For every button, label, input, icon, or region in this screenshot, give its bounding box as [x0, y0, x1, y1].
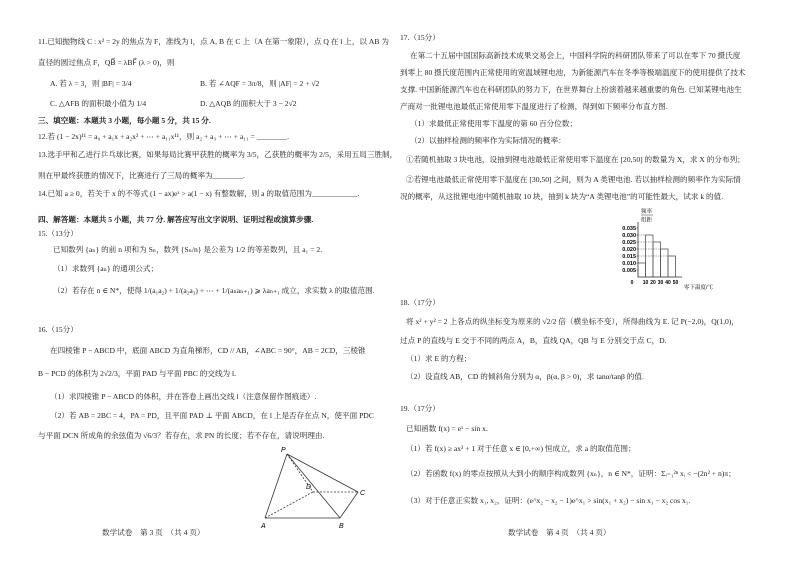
x-tick-label: 20 — [650, 280, 656, 286]
q18-part2: （2）设直线 AB，CD 的倾斜角分别为 α，β(α, β > 0)，求 tanα/tanβ 的值. — [406, 372, 644, 381]
q16-line1: 在四棱锥 P − ABCD 中，底面 ABCD 为直角梯形，CD // AB，∠ABC = 90°，AB = 2CD，三棱锥 — [50, 346, 366, 355]
q17-line2: 到零上 80 摄氏度范围内正常使用的宽温域锂电池，为新能源汽车在冬季等极端温度下的使用提供了技术 — [400, 68, 746, 77]
label-p: P — [281, 447, 286, 454]
label-b: B — [339, 523, 344, 530]
q11-option-b: B. 若 ∠AQF = 3π/8，则 |AF| = 2 + √2 — [200, 79, 320, 88]
q13-line2: 则在甲最终获胜的情况下，比赛进行了三局的概率为________. — [38, 171, 245, 180]
page-footer-3: 数学试卷 第 3 页 （共 4 页） — [102, 528, 205, 537]
q12: 12.若 (1 − 2x)¹¹ = a₀ + a₁x + a₂x² + ⋯ + a₁₁x¹¹，则 a₂ + a₃ + ⋯ + a₁₁ = ________. — [38, 132, 289, 141]
x-tick-label: 10 — [642, 280, 649, 286]
label-c: C — [360, 490, 366, 497]
y-label-top: 频率 — [641, 209, 653, 215]
q11-line1: 11.已知抛物线 C : x² = 2y 的焦点为 F，准线为 l，点 A, B 在 C 上（A 在第一象限），点 Q 在 l 上，以 AB 为 — [38, 37, 389, 46]
q11-option-d: D. △AQB 的面积大于 3 − 2√2 — [200, 99, 297, 108]
y-tick-label: 0.030 — [622, 233, 636, 239]
histogram-bar — [638, 263, 646, 277]
q15-body: 已知数列 {aₙ} 的前 n 项和为 Sₙ，数列 {Sₙ/n} 是公差为 1/2 的等差数列，且 a₁ = 2. — [53, 245, 323, 254]
q17-part2: （2）以抽样检测的频率作为实际情况的概率： — [410, 136, 566, 145]
q18-line1: 将 x² + y² = 2 上各点的纵坐标变为原来的 √2/2 倍（横坐标不变），所得曲线为 E. 记 P(−2,0)，Q(1,0)， — [406, 317, 739, 326]
q18-part1: （1）求 E 的方程； — [406, 354, 472, 363]
q17-line4: 产商对一批锂电池最低正常使用零下温度进行了检测，得到如下频率分布直方图. — [400, 102, 668, 111]
q17-line3: 支撑. 中国新能源汽车也在科研团队的努力下，在世界舞台上扮演着越来越重要的角色. 已知某锂电池生 — [400, 85, 742, 94]
q19-body: 已知函数 f(x) = eˣ − sin x. — [406, 424, 488, 433]
histogram-bar — [661, 249, 669, 277]
q17-line1: 在第二十五届中国国际高新技术成果交易会上，中国科学院的科研团队带来了可以在零下 70 摄氏度 — [410, 51, 741, 60]
q16-header: 16.（15分） — [38, 325, 78, 334]
x-tick-label: 0 — [630, 280, 634, 286]
q15-header: 15.（13分） — [38, 229, 78, 238]
y-tick-label: 0.025 — [622, 240, 636, 246]
q19-header: 19.（17分） — [400, 404, 440, 413]
x-tick-label: 50 — [672, 280, 679, 286]
q19-part1: （1）若 f(x) ≥ ax² + 1 对于任意 x ∈ [0,+∞) 恒成立，求 a 的取值范围； — [406, 444, 636, 453]
q16-line3: 与平面 DCN 所成角的余弦值为 √6/3？若存在，求 PN 的长度；若不存在，请说明理由. — [38, 431, 325, 440]
q19-part2: （2）若函数 f(x) 的零点按照从大到小的顺序构成数列 {xₙ}，n ∈ N*，证明：Σᵢ₌₁²ⁿ xᵢ < −(2n² + n)π； — [406, 469, 736, 478]
x-axis-label: 零下温度/℃ — [684, 285, 714, 291]
x-tick-label: 40 — [665, 280, 671, 286]
q14: 14.已知 a ≥ 0，若关于 x 的不等式 (1 − ax)eˣ > a(1 − x) 有整数解，则 a 的取值范围为____________. — [38, 189, 360, 198]
page-footer-4: 数学试卷 第 4 页 （共 4 页） — [508, 528, 611, 537]
q18-line2: 过点 P 的直线与 E 交于不同的两点 A，B，直线 QA，QB 与 E 分别交于点 C，D. — [400, 336, 667, 345]
y-tick-label: 0.005 — [622, 268, 636, 274]
frequency-histogram — [606, 207, 741, 293]
q13-line1: 13.选手甲和乙进行乒乓球比赛，如果每局比赛甲获胜的概率为 3/5，乙获胜的概率为 2/5，采用五局三胜制， — [38, 150, 398, 159]
label-d: D — [306, 484, 312, 491]
q19-part3: （3）对于任意正实数 x₁, x₂，证明：(e^x₂ − x₂ − 1)e^x₁ > sin(x₁ + x₂) − sin x₁ − x₂ cos x₁. — [406, 496, 691, 505]
q17-sub2-line1: ②若锂电池最低正常使用零下温度在 [30,50] 之间，则为 A 类锂电池. 若以抽样检测的频率作为实际情 — [406, 175, 741, 184]
q17-sub2-line2: 况的概率，从这批锂电池中随机抽取 10 块，抽到 k 块为“A 类锂电池”的可能性最大，试求 k 的值. — [400, 192, 724, 201]
q16-line2: B − PCD 的体积为 2√2/3，平面 PAD 与平面 PBC 的交线为 l. — [38, 369, 237, 378]
q16-part2: （2）若 AB = 2BC = 4，PA = PD，且平面 PAD ⊥ 平面 ABCD，在 l 上是否存在点 N，使平面 PDC — [50, 411, 374, 420]
section3-heading: 三、填空题：本题共 3 小题，每小题 5 分，共 15 分. — [38, 116, 211, 125]
x-tick-label: 30 — [657, 280, 664, 286]
q15-part1: （1）求数列 {aₙ} 的通项公式； — [53, 264, 159, 273]
q17-sub1: ①若随机抽取 3 块电池，设抽到锂电池最低正常使用零下温度在 [20,50] 的数量为 X，求 X 的分布列； — [406, 155, 745, 164]
y-tick-label: 0.015 — [622, 254, 636, 260]
section4-heading: 四、解答题：本题共 5 小题，共 77 分. 解答应写出文字说明、证明过程或演算步骤. — [38, 215, 314, 224]
y-label-bottom: 组距 — [641, 217, 653, 224]
y-tick-label: 0.035 — [622, 226, 636, 232]
y-tick-label: 0.020 — [622, 247, 636, 253]
q15-part2: （2）若存在 n ∈ N*，使得 1/(a₁a₂) + 1/(a₂a₃) + ⋯ + 1/(aₙaₙ₊₁) ⩾ λaₙ₊₁ 成立，求实数 λ 的取值范围. — [53, 286, 375, 295]
y-tick-label: 0.010 — [622, 261, 636, 267]
label-a: A — [261, 523, 266, 530]
pyramid-figure — [255, 444, 370, 532]
q17-part1: （1）求最低正常使用零下温度的第 60 百分位数； — [410, 119, 578, 128]
q11-line2: 直径的圆过焦点 F，QB⃗ = λBF⃗ (λ > 0)，则 — [38, 58, 175, 67]
histogram-bar — [653, 242, 661, 277]
q16-part1: （1）求四棱锥 P − ABCD 的体积，并在答卷上画出交线 l（注意保留作图痕迹）. — [50, 392, 317, 401]
q18-header: 18.（17分） — [400, 298, 440, 307]
q11-option-a: A. 若 λ = 3，则 |BF| = 3/4 — [50, 79, 132, 88]
q17-header: 17.（15分） — [400, 33, 440, 42]
histogram-bar — [668, 256, 676, 277]
q11-option-c: C. △AFB 的面积最小值为 1/4 — [50, 99, 147, 108]
